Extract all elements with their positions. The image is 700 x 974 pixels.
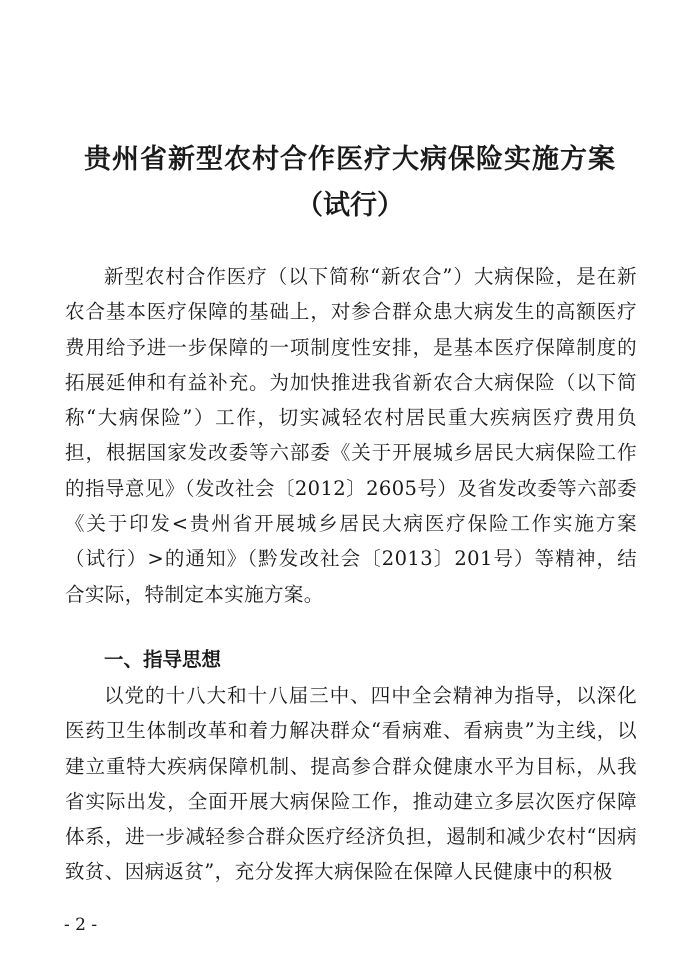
section-heading-guiding-ideology: 一、指导思想 [104,648,222,671]
document-subtitle: （试行） [296,190,404,221]
page-number: - 2 - [64,915,98,935]
document-title: 贵州省新型农村合作医疗大病保险实施方案 [84,144,616,175]
section-paragraph: 以党的十八大和十八届三中、四中全会精神为指导，以深化医药卫生体制改革和着力解决群众“看病难、看病贵”为主线，以建立重特大疾病保障机制、提高参合群众健康水平为目标，从我省实际出发，全面开展大病保险工作，推动建立多层次医疗保障体系，进一步减轻参合群众医疗经济负担，遏制和减少农村“因病致贫、因病返贫”，充分发挥大病保险在保障人民健康中的积极 [65,684,637,884]
intro-paragraph: 新型农村合作医疗（以下简称“新农合”）大病保险，是在新农合基本医疗保障的基础上，对参合群众患大病发生的高额医疗费用给予进一步保障的一项制度性安排，是基本医疗保障制度的拓展延伸和有益补充。为加快推进我省新农合大病保险（以下简称“大病保险”）工作，切实减轻农村居民重大疾病医疗费用负担，根据国家发改委等六部委《关于开展城乡居民大病保险工作的指导意见》（发改社会〔2012〕2605号）及省发改委等六部委《关于印发<贵州省开展城乡居民大病医疗保险工作实施方案（试行）>的通知》（黔发改社会〔2013〕201号）等精神，结合实际，特制定本实施方案。 [65,265,637,606]
